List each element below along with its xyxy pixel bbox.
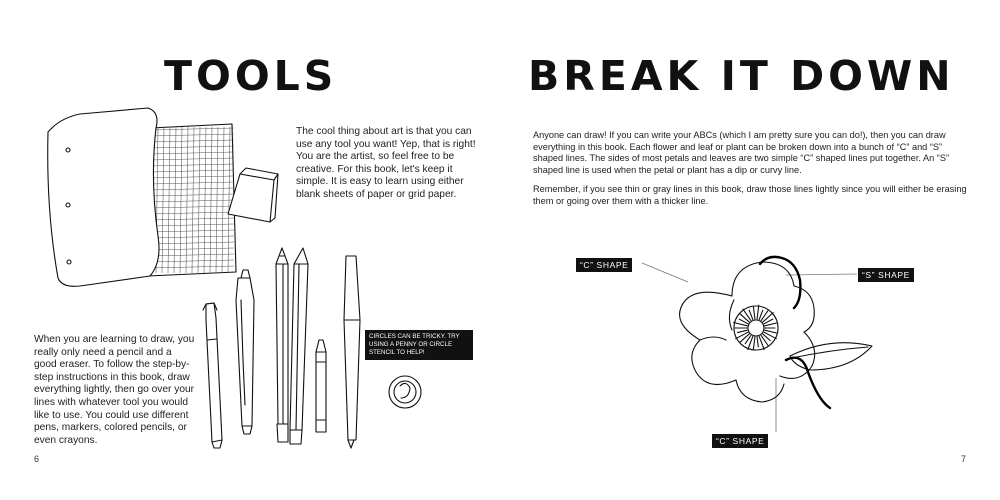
pen-illustration xyxy=(203,303,222,448)
eraser-illustration xyxy=(228,168,278,222)
c-shape-label: “C” SHAPE xyxy=(712,434,768,448)
pen-illustration xyxy=(236,270,254,434)
stamen-line xyxy=(738,330,748,332)
stamen-line xyxy=(753,337,754,349)
page-number: 6 xyxy=(34,454,40,464)
page-number: 7 xyxy=(961,454,967,464)
stamen-line xyxy=(736,332,748,339)
stamen-line xyxy=(753,307,754,319)
pencil-illustration xyxy=(290,248,308,444)
penny-illustration xyxy=(389,376,421,408)
grid-paper-illustration xyxy=(148,124,236,276)
c-shape-label: “C” SHAPE xyxy=(576,258,632,272)
stamen-line xyxy=(764,332,776,339)
pen-illustration xyxy=(344,256,360,448)
crayon-illustration xyxy=(316,340,326,432)
tip-callout: CIRCLES CAN BE TRICKY. TRY USING A PENNY OR CIRCLE STENCIL TO HELP! xyxy=(365,330,473,360)
stamen-line xyxy=(765,330,777,333)
stamen-line xyxy=(765,323,777,326)
s-shape-label: “S” SHAPE xyxy=(858,268,914,282)
note-paragraph: Remember, if you see thin or gray lines in this book, draw those lines lightly since you will either be erasing them or going over them with a thicker line. xyxy=(533,184,967,206)
stamen-line xyxy=(734,322,748,325)
intro-paragraph: The cool thing about art is that you can use any tool you want! Yep, that is right! You are the artist, so feel free to be creative. For this book, let's keep it simple. It is easy to learn using either blank sheets of paper or grid paper. xyxy=(296,126,476,200)
intro-paragraph: Anyone can draw! If you can write your ABCs (which I am pretty sure you can do!), then you can draw everything in this book. Each flower and leaf or plant can be broken down into a bunch of “C” and “S” shaped lines. The sides of most petals and leaves are two simple “C” shaped lines put together. An “S” shaped line is used when the petal or plant has a dip or curvy line. xyxy=(533,130,950,175)
page-title: BREAK IT DOWN xyxy=(528,52,955,100)
page-title: TOOLS xyxy=(164,52,338,100)
tools-paragraph: When you are learning to draw, you really only need a pencil and a good eraser. To follow the step-by-step instructions in this book, draw everything lightly, then go over your lines with whatever tool you would like to use. You could use different pens, markers, colored pencils, or even crayons. xyxy=(34,334,195,446)
right-page xyxy=(500,0,1000,500)
stamen-line xyxy=(763,313,773,322)
paper-sheet-illustration xyxy=(48,108,159,286)
pencil-illustration xyxy=(276,248,288,442)
stamen-line xyxy=(757,337,758,347)
stamen-line xyxy=(757,305,759,319)
